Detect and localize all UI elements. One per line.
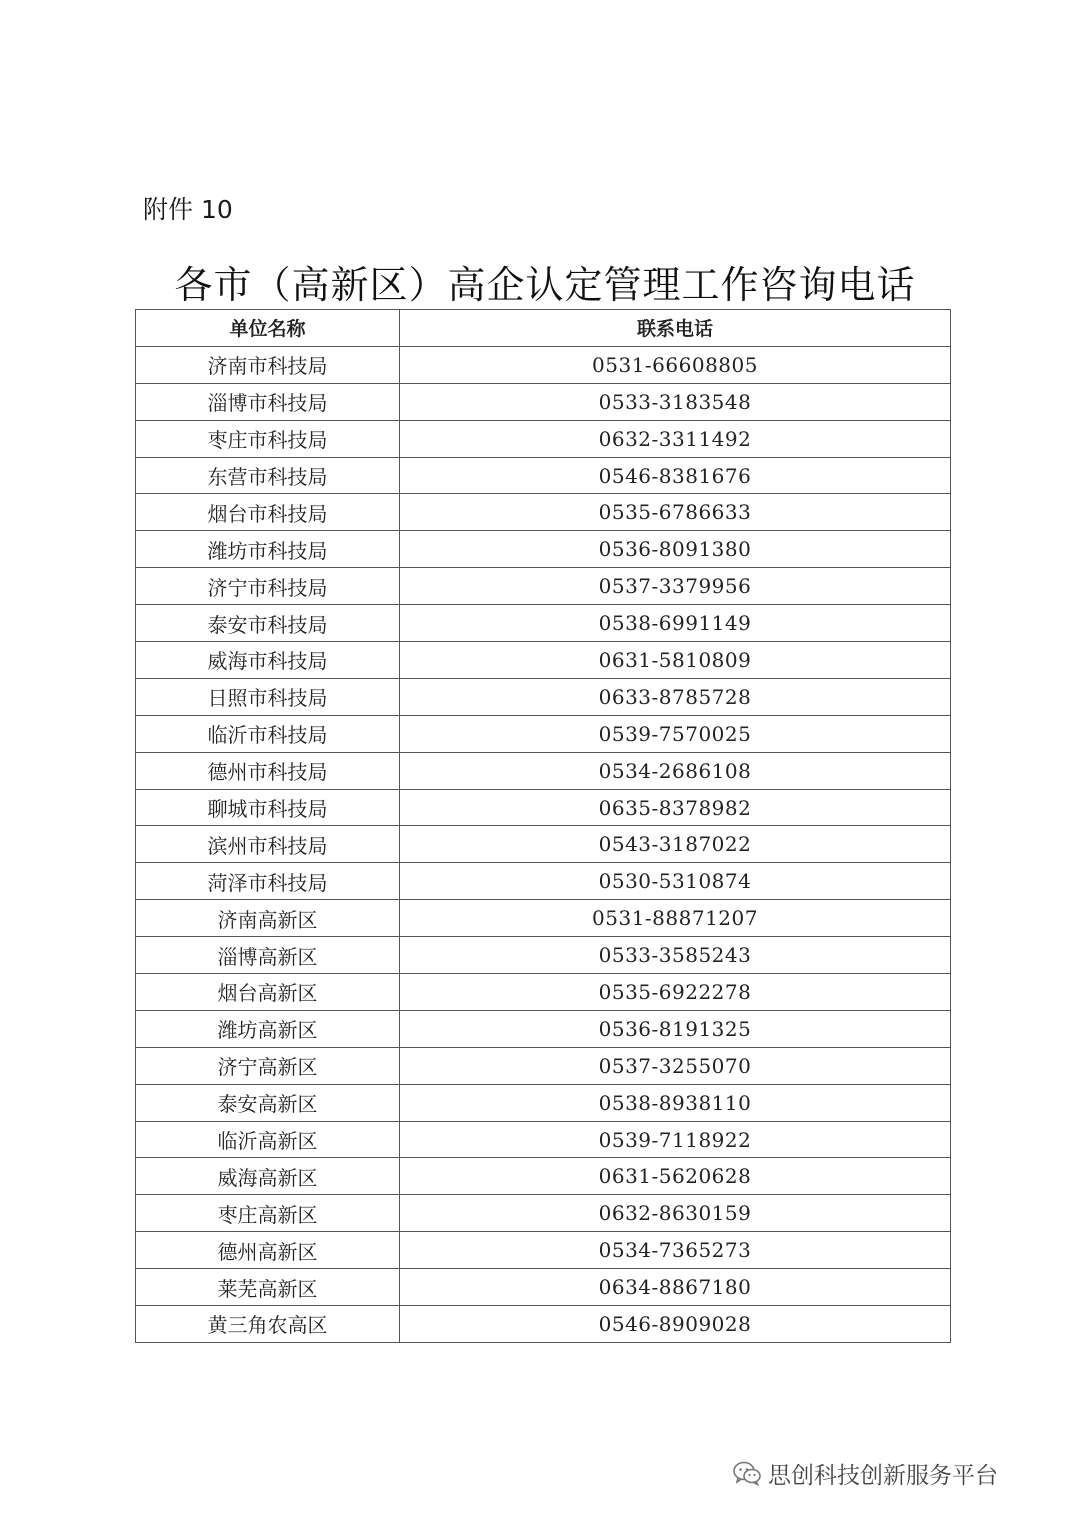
- unit-name-cell: 烟台市科技局: [136, 494, 400, 531]
- unit-name-cell: 莱芜高新区: [136, 1269, 400, 1306]
- phone-cell: 0534-7365273: [400, 1232, 951, 1269]
- unit-name-cell: 德州市科技局: [136, 752, 400, 789]
- table-row: [136, 1121, 951, 1158]
- table-row: [136, 420, 951, 457]
- table-row: [136, 457, 951, 494]
- phone-cell: 0536-8191325: [400, 1010, 951, 1047]
- phone-cell: 0534-2686108: [400, 752, 951, 789]
- phone-cell: 0631-5810809: [400, 642, 951, 679]
- wechat-icon: [732, 1460, 762, 1486]
- header-phone: 联系电话: [400, 310, 951, 347]
- phone-cell: 0631-5620628: [400, 1158, 951, 1195]
- unit-name-cell: 潍坊市科技局: [136, 531, 400, 568]
- table-row: [136, 826, 951, 863]
- phone-cell: 0537-3379956: [400, 568, 951, 605]
- table-row: [136, 678, 951, 715]
- contact-table: [135, 309, 951, 1343]
- phone-cell: 0538-6991149: [400, 605, 951, 642]
- table-row: [136, 642, 951, 679]
- unit-name-cell: 淄博市科技局: [136, 383, 400, 420]
- table-row: [136, 863, 951, 900]
- table-row: [136, 1306, 951, 1343]
- document-title: 各市（高新区）高企认定管理工作咨询电话: [174, 263, 916, 307]
- phone-cell: 0536-8091380: [400, 531, 951, 568]
- unit-name-cell: 淄博高新区: [136, 937, 400, 974]
- table-row: [136, 1232, 951, 1269]
- table-row: [136, 531, 951, 568]
- table-row: [136, 1269, 951, 1306]
- table-row: [136, 568, 951, 605]
- unit-name-cell: 滨州市科技局: [136, 826, 400, 863]
- phone-cell: 0535-6786633: [400, 494, 951, 531]
- table-row: [136, 605, 951, 642]
- table-row: [136, 346, 951, 383]
- unit-name-cell: 威海高新区: [136, 1158, 400, 1195]
- phone-cell: 0533-3585243: [400, 937, 951, 974]
- unit-name-cell: 济南高新区: [136, 900, 400, 937]
- unit-name-cell: 泰安高新区: [136, 1084, 400, 1121]
- table-row: [136, 1047, 951, 1084]
- unit-name-cell: 日照市科技局: [136, 678, 400, 715]
- unit-name-cell: 菏泽市科技局: [136, 863, 400, 900]
- unit-name-cell: 潍坊高新区: [136, 1010, 400, 1047]
- unit-name-cell: 临沂市科技局: [136, 715, 400, 752]
- unit-name-cell: 黄三角农高区: [136, 1306, 400, 1343]
- phone-cell: 0539-7570025: [400, 715, 951, 752]
- phone-cell: 0539-7118922: [400, 1121, 951, 1158]
- unit-name-cell: 枣庄市科技局: [136, 420, 400, 457]
- phone-cell: 0543-3187022: [400, 826, 951, 863]
- table-row: [136, 1084, 951, 1121]
- table-row: [136, 974, 951, 1011]
- header-unit-name: 单位名称: [136, 310, 400, 347]
- unit-name-cell: 济宁市科技局: [136, 568, 400, 605]
- phone-cell: 0530-5310874: [400, 863, 951, 900]
- watermark: [732, 1458, 998, 1488]
- phone-cell: 0537-3255070: [400, 1047, 951, 1084]
- table-row: [136, 752, 951, 789]
- unit-name-cell: 德州高新区: [136, 1232, 400, 1269]
- phone-cell: 0538-8938110: [400, 1084, 951, 1121]
- attachment-label: 附件 10: [143, 195, 233, 224]
- table-row: [136, 494, 951, 531]
- unit-name-cell: 威海市科技局: [136, 642, 400, 679]
- phone-cell: 0546-8909028: [400, 1306, 951, 1343]
- phone-cell: 0635-8378982: [400, 789, 951, 826]
- table-row: [136, 1158, 951, 1195]
- unit-name-cell: 枣庄高新区: [136, 1195, 400, 1232]
- table-row: [136, 1010, 951, 1047]
- unit-name-cell: 泰安市科技局: [136, 605, 400, 642]
- phone-cell: 0633-8785728: [400, 678, 951, 715]
- phone-cell: 0531-88871207: [400, 900, 951, 937]
- phone-cell: 0634-8867180: [400, 1269, 951, 1306]
- unit-name-cell: 烟台高新区: [136, 974, 400, 1011]
- phone-cell: 0632-8630159: [400, 1195, 951, 1232]
- phone-cell: 0546-8381676: [400, 457, 951, 494]
- phone-cell: 0535-6922278: [400, 974, 951, 1011]
- unit-name-cell: 聊城市科技局: [136, 789, 400, 826]
- table-header-row: [136, 310, 951, 347]
- unit-name-cell: 济宁高新区: [136, 1047, 400, 1084]
- phone-cell: 0533-3183548: [400, 383, 951, 420]
- table-row: [136, 383, 951, 420]
- unit-name-cell: 临沂高新区: [136, 1121, 400, 1158]
- watermark-text: 思创科技创新服务平台: [768, 1462, 998, 1489]
- phone-cell: 0531-66608805: [400, 346, 951, 383]
- table-row: [136, 1195, 951, 1232]
- table-row: [136, 789, 951, 826]
- unit-name-cell: 东营市科技局: [136, 457, 400, 494]
- table-row: [136, 937, 951, 974]
- unit-name-cell: 济南市科技局: [136, 346, 400, 383]
- table-row: [136, 900, 951, 937]
- phone-cell: 0632-3311492: [400, 420, 951, 457]
- table-body: [136, 346, 951, 1342]
- table-row: [136, 715, 951, 752]
